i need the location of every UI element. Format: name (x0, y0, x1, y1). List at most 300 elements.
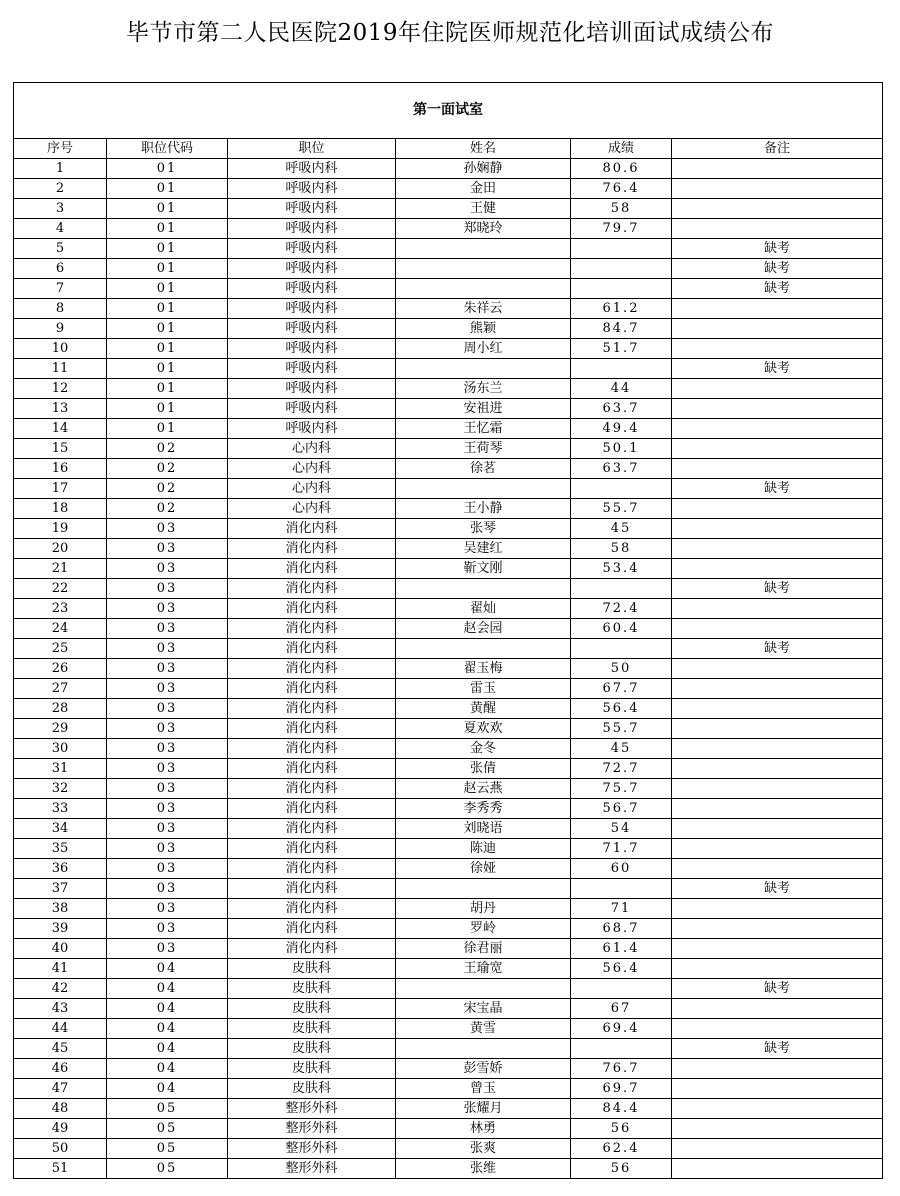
cell-score: 67 (571, 999, 672, 1019)
table-row (14, 939, 883, 959)
cell-name: 郑晓玲 (396, 219, 571, 239)
cell-score: 49.4 (571, 419, 672, 439)
table-row (14, 1099, 883, 1119)
cell-position: 皮肤科 (228, 1059, 396, 1079)
cell-remark: 缺考 (672, 639, 883, 659)
cell-position: 呼吸内科 (228, 179, 396, 199)
room-title: 第一面试室 (14, 83, 883, 139)
cell-name: 黄雪 (396, 1019, 571, 1039)
cell-code: 03 (107, 539, 228, 559)
column-header-row (14, 139, 883, 159)
cell-position: 消化内科 (228, 679, 396, 699)
cell-position: 呼吸内科 (228, 359, 396, 379)
cell-position: 消化内科 (228, 859, 396, 879)
cell-name: 张琴 (396, 519, 571, 539)
cell-position: 消化内科 (228, 719, 396, 739)
cell-remark: 缺考 (672, 1039, 883, 1059)
cell-score (571, 639, 672, 659)
table-row (14, 359, 883, 379)
cell-index: 4 (14, 219, 107, 239)
cell-code: 02 (107, 499, 228, 519)
cell-index: 27 (14, 679, 107, 699)
table-row (14, 279, 883, 299)
cell-position: 呼吸内科 (228, 379, 396, 399)
table-row (14, 259, 883, 279)
cell-position: 消化内科 (228, 579, 396, 599)
cell-index: 1 (14, 159, 107, 179)
cell-remark (672, 619, 883, 639)
cell-code: 01 (107, 219, 228, 239)
cell-position: 消化内科 (228, 779, 396, 799)
cell-position: 皮肤科 (228, 979, 396, 999)
cell-remark: 缺考 (672, 979, 883, 999)
cell-name (396, 879, 571, 899)
table-row (14, 1059, 883, 1079)
cell-name: 王荷琴 (396, 439, 571, 459)
table-row (14, 839, 883, 859)
cell-index: 28 (14, 699, 107, 719)
cell-code: 03 (107, 599, 228, 619)
cell-remark (672, 499, 883, 519)
cell-position: 消化内科 (228, 619, 396, 639)
table-row (14, 379, 883, 399)
cell-score (571, 879, 672, 899)
table-row (14, 339, 883, 359)
cell-remark (672, 1079, 883, 1099)
cell-remark (672, 859, 883, 879)
table-row (14, 1039, 883, 1059)
table-row (14, 959, 883, 979)
cell-code: 04 (107, 959, 228, 979)
table-row (14, 479, 883, 499)
cell-position: 整形外科 (228, 1099, 396, 1119)
cell-remark: 缺考 (672, 279, 883, 299)
cell-code: 01 (107, 339, 228, 359)
cell-index: 24 (14, 619, 107, 639)
cell-name (396, 579, 571, 599)
cell-remark (672, 1059, 883, 1079)
cell-name: 黄醒 (396, 699, 571, 719)
cell-code: 03 (107, 939, 228, 959)
cell-name (396, 979, 571, 999)
cell-code: 03 (107, 759, 228, 779)
table-row (14, 719, 883, 739)
cell-index: 46 (14, 1059, 107, 1079)
table-row (14, 779, 883, 799)
table-row (14, 159, 883, 179)
table-row (14, 759, 883, 779)
cell-remark (672, 419, 883, 439)
cell-position: 消化内科 (228, 519, 396, 539)
cell-code: 04 (107, 1059, 228, 1079)
cell-name (396, 279, 571, 299)
cell-position: 消化内科 (228, 759, 396, 779)
cell-score: 69.7 (571, 1079, 672, 1099)
cell-index: 45 (14, 1039, 107, 1059)
cell-position: 心内科 (228, 459, 396, 479)
cell-score (571, 279, 672, 299)
cell-name: 朱祥云 (396, 299, 571, 319)
cell-position: 呼吸内科 (228, 399, 396, 419)
cell-score: 60.4 (571, 619, 672, 639)
table-row (14, 179, 883, 199)
cell-name: 彭雪娇 (396, 1059, 571, 1079)
cell-code: 01 (107, 179, 228, 199)
cell-code: 03 (107, 699, 228, 719)
cell-index: 8 (14, 299, 107, 319)
cell-index: 38 (14, 899, 107, 919)
cell-name: 周小红 (396, 339, 571, 359)
table-row (14, 999, 883, 1019)
cell-remark (672, 819, 883, 839)
cell-code: 03 (107, 819, 228, 839)
cell-index: 2 (14, 179, 107, 199)
cell-score: 45 (571, 739, 672, 759)
cell-code: 01 (107, 359, 228, 379)
cell-name: 张耀月 (396, 1099, 571, 1119)
cell-score (571, 359, 672, 379)
cell-code: 04 (107, 1019, 228, 1039)
cell-score: 69.4 (571, 1019, 672, 1039)
cell-code: 05 (107, 1099, 228, 1119)
cell-remark: 缺考 (672, 479, 883, 499)
cell-name: 刘晓语 (396, 819, 571, 839)
table-row (14, 239, 883, 259)
cell-position: 呼吸内科 (228, 239, 396, 259)
cell-remark (672, 199, 883, 219)
cell-index: 6 (14, 259, 107, 279)
cell-name: 王瑜宽 (396, 959, 571, 979)
cell-position: 整形外科 (228, 1139, 396, 1159)
cell-remark (672, 399, 883, 419)
cell-index: 51 (14, 1159, 107, 1179)
cell-index: 14 (14, 419, 107, 439)
cell-position: 皮肤科 (228, 1019, 396, 1039)
page-title: 毕节市第二人民医院2019年住院医师规范化培训面试成绩公布 (125, 20, 775, 46)
cell-code: 03 (107, 519, 228, 539)
cell-name: 赵云燕 (396, 779, 571, 799)
cell-position: 消化内科 (228, 819, 396, 839)
cell-remark (672, 939, 883, 959)
cell-remark (672, 599, 883, 619)
table-row (14, 1159, 883, 1179)
cell-name (396, 259, 571, 279)
cell-index: 21 (14, 559, 107, 579)
cell-code: 02 (107, 459, 228, 479)
cell-index: 48 (14, 1099, 107, 1119)
cell-score: 55.7 (571, 499, 672, 519)
cell-position: 皮肤科 (228, 959, 396, 979)
cell-name: 王小静 (396, 499, 571, 519)
table-row (14, 419, 883, 439)
cell-position: 消化内科 (228, 879, 396, 899)
table-row (14, 459, 883, 479)
cell-index: 17 (14, 479, 107, 499)
cell-name (396, 1039, 571, 1059)
cell-code: 01 (107, 159, 228, 179)
cell-position: 心内科 (228, 499, 396, 519)
cell-index: 30 (14, 739, 107, 759)
cell-index: 20 (14, 539, 107, 559)
cell-name: 罗岭 (396, 919, 571, 939)
cell-score: 84.4 (571, 1099, 672, 1119)
cell-name: 赵会园 (396, 619, 571, 639)
cell-score: 80.6 (571, 159, 672, 179)
cell-index: 39 (14, 919, 107, 939)
cell-remark (672, 379, 883, 399)
cell-remark (672, 219, 883, 239)
cell-remark (672, 339, 883, 359)
cell-index: 23 (14, 599, 107, 619)
cell-remark: 缺考 (672, 259, 883, 279)
cell-score: 84.7 (571, 319, 672, 339)
cell-remark (672, 319, 883, 339)
cell-score: 76.7 (571, 1059, 672, 1079)
cell-code: 01 (107, 419, 228, 439)
cell-remark (672, 719, 883, 739)
cell-score: 75.7 (571, 779, 672, 799)
cell-index: 7 (14, 279, 107, 299)
cell-remark (672, 799, 883, 819)
cell-remark (672, 699, 883, 719)
cell-name: 金冬 (396, 739, 571, 759)
table-row (14, 599, 883, 619)
cell-position: 呼吸内科 (228, 299, 396, 319)
cell-remark (672, 899, 883, 919)
cell-name (396, 479, 571, 499)
cell-remark (672, 839, 883, 859)
cell-position: 消化内科 (228, 919, 396, 939)
cell-score: 45 (571, 519, 672, 539)
cell-remark (672, 179, 883, 199)
cell-index: 15 (14, 439, 107, 459)
cell-name: 曾玉 (396, 1079, 571, 1099)
table-row (14, 919, 883, 939)
table-row (14, 819, 883, 839)
cell-name: 宋宝晶 (396, 999, 571, 1019)
cell-index: 47 (14, 1079, 107, 1099)
table-row (14, 799, 883, 819)
cell-code: 02 (107, 439, 228, 459)
cell-name: 金田 (396, 179, 571, 199)
cell-position: 消化内科 (228, 799, 396, 819)
cell-code: 03 (107, 639, 228, 659)
cell-position: 整形外科 (228, 1159, 396, 1179)
cell-index: 13 (14, 399, 107, 419)
cell-position: 呼吸内科 (228, 159, 396, 179)
cell-name (396, 639, 571, 659)
cell-index: 33 (14, 799, 107, 819)
cell-code: 01 (107, 299, 228, 319)
cell-index: 5 (14, 239, 107, 259)
cell-code: 01 (107, 319, 228, 339)
cell-index: 19 (14, 519, 107, 539)
cell-score: 56 (571, 1159, 672, 1179)
table-row (14, 579, 883, 599)
cell-code: 04 (107, 1039, 228, 1059)
cell-name: 孙娴静 (396, 159, 571, 179)
cell-index: 25 (14, 639, 107, 659)
cell-position: 呼吸内科 (228, 279, 396, 299)
column-header-index: 序号 (14, 139, 107, 159)
cell-code: 01 (107, 199, 228, 219)
table-row (14, 899, 883, 919)
cell-name: 王健 (396, 199, 571, 219)
cell-position: 呼吸内科 (228, 219, 396, 239)
cell-code: 02 (107, 479, 228, 499)
cell-position: 皮肤科 (228, 1039, 396, 1059)
cell-score: 56.4 (571, 699, 672, 719)
cell-position: 消化内科 (228, 659, 396, 679)
cell-position: 消化内科 (228, 599, 396, 619)
cell-code: 03 (107, 679, 228, 699)
cell-score: 55.7 (571, 719, 672, 739)
cell-name: 熊颖 (396, 319, 571, 339)
cell-code: 03 (107, 719, 228, 739)
cell-remark (672, 1019, 883, 1039)
cell-position: 呼吸内科 (228, 419, 396, 439)
cell-position: 心内科 (228, 479, 396, 499)
table-row (14, 499, 883, 519)
cell-score: 63.7 (571, 459, 672, 479)
cell-name: 陈迪 (396, 839, 571, 859)
cell-remark (672, 1119, 883, 1139)
cell-remark (672, 159, 883, 179)
cell-score (571, 259, 672, 279)
table-row (14, 1079, 883, 1099)
cell-code: 01 (107, 239, 228, 259)
table-row (14, 659, 883, 679)
cell-index: 18 (14, 499, 107, 519)
cell-index: 42 (14, 979, 107, 999)
cell-code: 04 (107, 1079, 228, 1099)
table-row (14, 299, 883, 319)
cell-index: 32 (14, 779, 107, 799)
cell-index: 10 (14, 339, 107, 359)
cell-code: 05 (107, 1139, 228, 1159)
score-table (13, 82, 883, 1179)
cell-position: 呼吸内科 (228, 259, 396, 279)
cell-name: 李秀秀 (396, 799, 571, 819)
column-header-position: 职位 (228, 139, 396, 159)
cell-position: 整形外科 (228, 1119, 396, 1139)
table-row (14, 1019, 883, 1039)
cell-code: 03 (107, 879, 228, 899)
cell-position: 消化内科 (228, 559, 396, 579)
cell-name: 林勇 (396, 1119, 571, 1139)
cell-remark (672, 679, 883, 699)
cell-name: 王忆霜 (396, 419, 571, 439)
cell-remark: 缺考 (672, 359, 883, 379)
cell-code: 04 (107, 999, 228, 1019)
cell-score: 54 (571, 819, 672, 839)
cell-index: 35 (14, 839, 107, 859)
cell-position: 心内科 (228, 439, 396, 459)
cell-remark (672, 659, 883, 679)
cell-remark (672, 999, 883, 1019)
cell-remark (672, 559, 883, 579)
cell-remark (672, 919, 883, 939)
table-row (14, 319, 883, 339)
cell-score: 61.2 (571, 299, 672, 319)
cell-index: 31 (14, 759, 107, 779)
table-row (14, 519, 883, 539)
table-row (14, 619, 883, 639)
cell-name: 张爽 (396, 1139, 571, 1159)
cell-code: 01 (107, 379, 228, 399)
cell-name: 胡丹 (396, 899, 571, 919)
cell-code: 05 (107, 1159, 228, 1179)
cell-remark (672, 1139, 883, 1159)
cell-name: 安祖进 (396, 399, 571, 419)
cell-name: 徐茗 (396, 459, 571, 479)
cell-name: 靳文刚 (396, 559, 571, 579)
cell-score (571, 239, 672, 259)
cell-remark: 缺考 (672, 239, 883, 259)
cell-code: 03 (107, 739, 228, 759)
column-header-code: 职位代码 (107, 139, 228, 159)
cell-remark (672, 459, 883, 479)
cell-position: 呼吸内科 (228, 319, 396, 339)
cell-index: 12 (14, 379, 107, 399)
cell-code: 01 (107, 279, 228, 299)
cell-index: 9 (14, 319, 107, 339)
cell-code: 01 (107, 399, 228, 419)
cell-score: 53.4 (571, 559, 672, 579)
cell-code: 03 (107, 559, 228, 579)
cell-score: 71 (571, 899, 672, 919)
cell-score: 72.4 (571, 599, 672, 619)
cell-position: 消化内科 (228, 539, 396, 559)
cell-score: 67.7 (571, 679, 672, 699)
column-header-score: 成绩 (571, 139, 672, 159)
cell-code: 03 (107, 859, 228, 879)
cell-remark (672, 299, 883, 319)
cell-index: 40 (14, 939, 107, 959)
cell-code: 03 (107, 839, 228, 859)
table-row (14, 679, 883, 699)
cell-position: 呼吸内科 (228, 199, 396, 219)
cell-index: 26 (14, 659, 107, 679)
cell-name: 吴建红 (396, 539, 571, 559)
cell-score: 68.7 (571, 919, 672, 939)
cell-position: 消化内科 (228, 699, 396, 719)
table-row (14, 399, 883, 419)
cell-index: 22 (14, 579, 107, 599)
cell-remark: 缺考 (672, 579, 883, 599)
cell-position: 呼吸内科 (228, 339, 396, 359)
cell-score (571, 579, 672, 599)
cell-remark (672, 779, 883, 799)
cell-index: 34 (14, 819, 107, 839)
cell-index: 29 (14, 719, 107, 739)
cell-score: 51.7 (571, 339, 672, 359)
cell-remark (672, 959, 883, 979)
table-row (14, 739, 883, 759)
cell-index: 41 (14, 959, 107, 979)
cell-name: 翟玉梅 (396, 659, 571, 679)
score-table-body (14, 159, 883, 1179)
cell-score: 44 (571, 379, 672, 399)
cell-code: 03 (107, 659, 228, 679)
cell-index: 43 (14, 999, 107, 1019)
cell-code: 03 (107, 899, 228, 919)
cell-code: 01 (107, 259, 228, 279)
column-header-remark: 备注 (672, 139, 883, 159)
cell-position: 消化内科 (228, 899, 396, 919)
cell-index: 49 (14, 1119, 107, 1139)
cell-score: 79.7 (571, 219, 672, 239)
